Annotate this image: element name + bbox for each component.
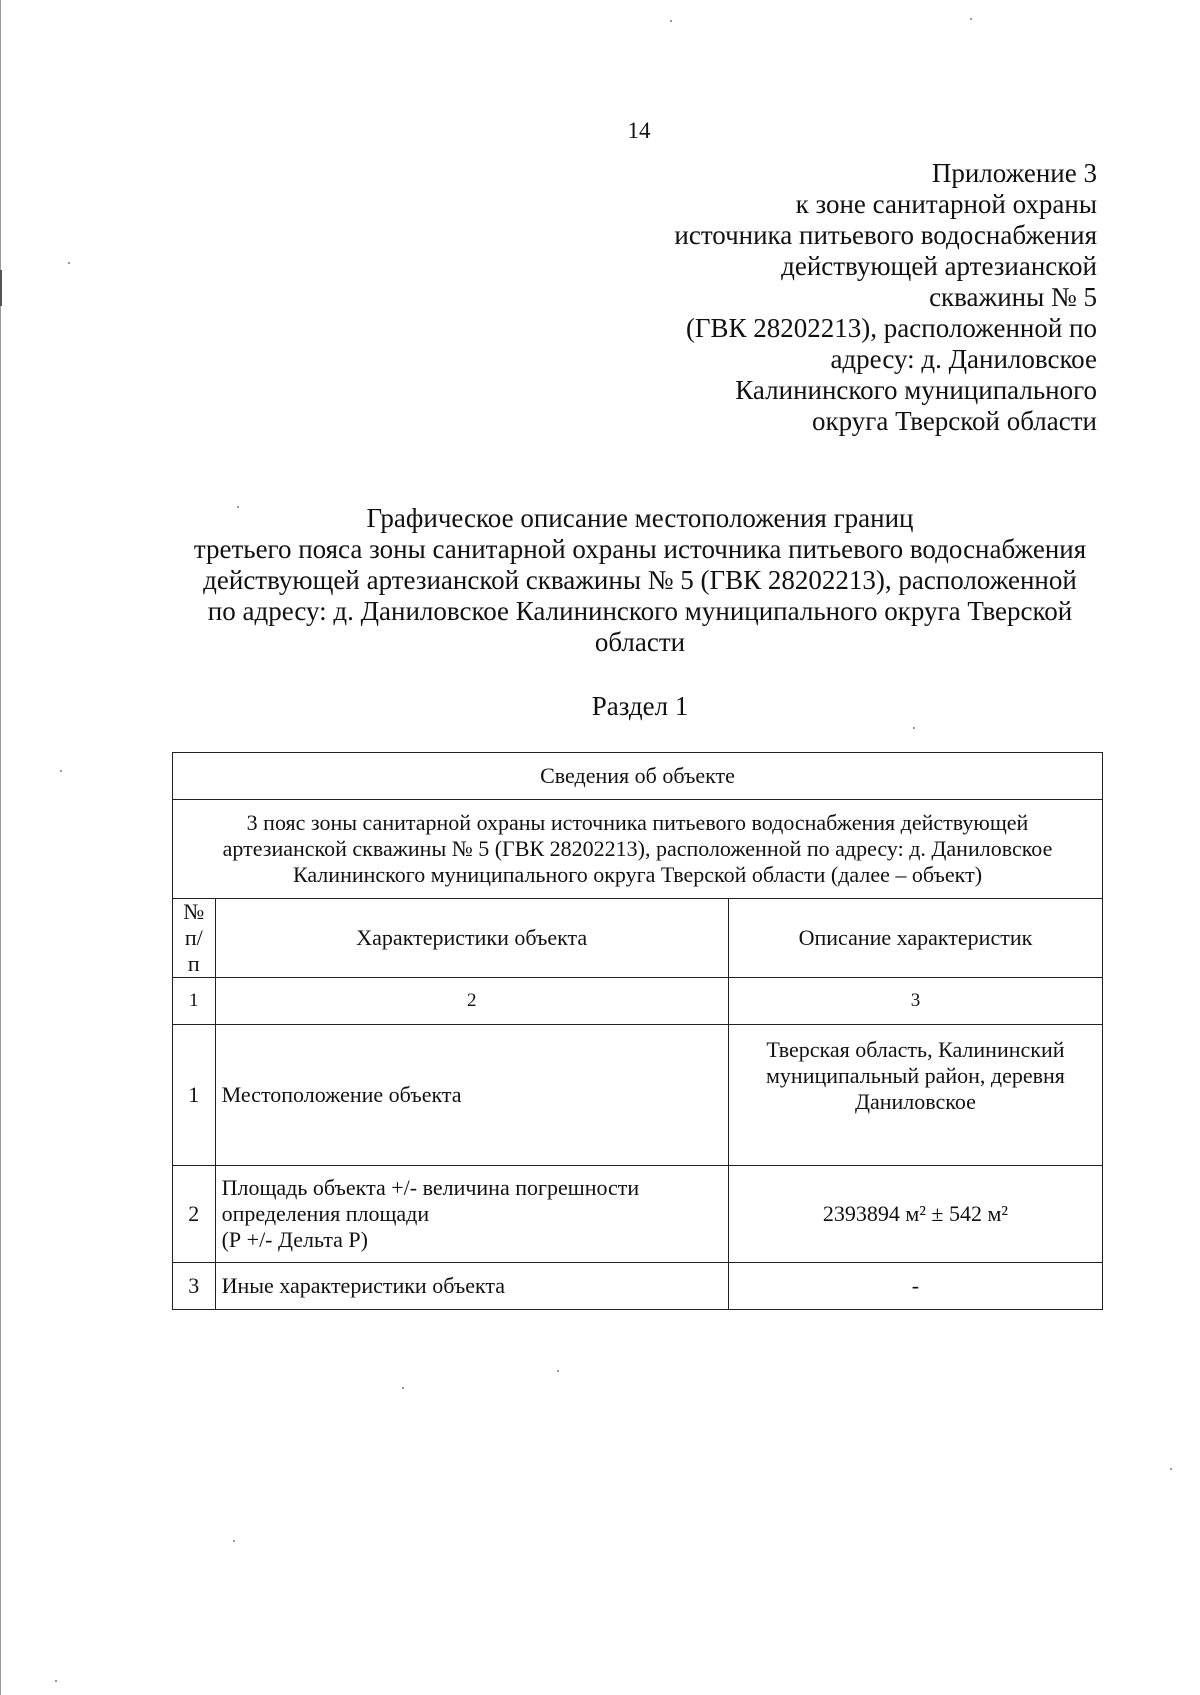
column-index-row [173, 978, 1103, 1025]
title-line: по адресу: д. Даниловское Калининского муниципального округа Тверской [207, 596, 1073, 626]
title-line: действующей артезианской скважины № 5 (ГВК 28202213), расположенной [203, 565, 1077, 595]
appendix-line: округа Тверской области [812, 406, 1097, 436]
scan-speck [237, 506, 239, 508]
column-header-num-line: № [183, 899, 205, 924]
scan-edge-mark [0, 0, 1, 1695]
scan-speck [68, 262, 70, 264]
scan-speck [233, 1540, 235, 1542]
description-line: Тверская область, Калининский [766, 1037, 1065, 1062]
object-summary-line: Калининского муниципального округа Тверской области (далее – объект) [292, 862, 983, 887]
row-description [728, 1263, 1102, 1310]
column-index-cell: 2 [215, 978, 728, 1025]
appendix-reference [537, 158, 1097, 437]
appendix-line: Калининского муниципального [735, 375, 1097, 405]
row-number: 2 [173, 1166, 216, 1263]
table-header-row [173, 753, 1103, 800]
row-description [728, 1025, 1102, 1166]
title-line: третьего пояса зоны санитарной охраны источника питьевого водоснабжения [193, 534, 1087, 564]
characteristic-line: определения площади [221, 1201, 430, 1226]
row-characteristic [215, 1166, 728, 1263]
appendix-line: скважины № 5 [929, 282, 1097, 312]
appendix-line: (ГВК 28202213), расположенной по [685, 313, 1097, 343]
row-characteristic [215, 1263, 728, 1310]
description-line: 2393894 м² ± 542 м² [822, 1201, 1008, 1226]
scan-speck [55, 1680, 57, 1682]
appendix-line: Приложение 3 [931, 158, 1097, 188]
object-info-table [172, 752, 1103, 1310]
page-number: 14 [627, 118, 651, 143]
document-title [170, 503, 1110, 658]
title-line: области [594, 627, 686, 657]
table-row [173, 1166, 1103, 1263]
description-line: муниципальный район, деревня [766, 1063, 1065, 1088]
row-characteristic [215, 1025, 728, 1166]
table-header-cell: Сведения об объекте [173, 753, 1103, 800]
characteristic-line: Иные характеристики объекта [221, 1273, 506, 1298]
characteristic-line: Площадь объекта +/- величина погрешности [221, 1175, 640, 1200]
description-line: - [911, 1273, 920, 1298]
row-description [728, 1166, 1102, 1263]
column-header-num-line: п/п [184, 925, 203, 976]
column-header-num [173, 899, 216, 978]
row-number: 3 [173, 1263, 216, 1310]
object-summary-row [173, 800, 1103, 899]
section-title: Раздел 1 [591, 691, 689, 721]
column-index-cell: 3 [728, 978, 1102, 1025]
characteristic-line: (Р +/- Дельта Р) [221, 1227, 368, 1252]
title-line: Графическое описание местоположения границ [366, 503, 914, 533]
appendix-line: адресу: д. Даниловское [830, 344, 1097, 374]
row-number: 1 [173, 1025, 216, 1166]
appendix-line: к зоне санитарной охраны [795, 189, 1097, 219]
characteristic-line: Местоположение объекта [221, 1082, 462, 1107]
scan-edge-mark [0, 270, 2, 306]
object-summary-cell [173, 800, 1103, 899]
appendix-line: источника питьевого водоснабжения [674, 220, 1097, 250]
column-header-characteristics: Характеристики объекта [215, 899, 728, 978]
scan-speck [970, 18, 972, 20]
column-header-description: Описание характеристик [728, 899, 1102, 978]
object-summary-line: артезианской скважины № 5 (ГВК 28202213), расположенной по адресу: д. Даниловское [222, 836, 1053, 861]
description-line: Даниловское [854, 1089, 976, 1114]
scan-speck [1170, 1468, 1172, 1470]
table-row [173, 1263, 1103, 1310]
object-summary-line: 3 пояс зоны санитарной охраны источника питьевого водоснабжения действующей [246, 810, 1029, 835]
table-row [173, 1025, 1103, 1166]
scan-speck [60, 770, 62, 772]
scan-speck [913, 727, 915, 729]
scan-speck [670, 20, 672, 22]
scan-speck [557, 1370, 559, 1372]
column-header-row [173, 899, 1103, 978]
scan-speck [402, 1387, 404, 1389]
appendix-line: действующей артезианской [781, 251, 1097, 281]
column-index-cell: 1 [173, 978, 216, 1025]
